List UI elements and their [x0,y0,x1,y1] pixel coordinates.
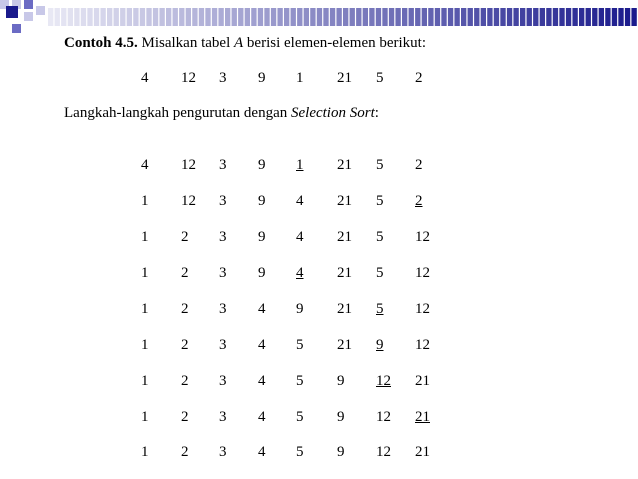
array-cell: 5 [376,229,384,245]
array-cell: 12 [376,373,391,389]
array-cell: 4 [141,157,149,173]
deco-strip-tile [376,8,381,26]
deco-strip-tile [199,8,204,26]
array-cell: 2 [181,337,189,353]
example-text-before: Misalkan tabel [137,35,234,51]
array-cell: 1 [296,157,304,173]
step-row [0,337,638,357]
deco-strip-tile [343,8,348,26]
steps-heading [64,105,379,122]
array-cell: 1 [141,444,149,460]
deco-strip-tile [297,8,302,26]
deco-strip-tile [507,8,512,26]
deco-strip-tile [317,8,322,26]
deco-strip-tile [271,8,276,26]
deco-strip-tile [527,8,532,26]
array-cell: 3 [219,373,227,389]
array-cell: 5 [376,265,384,281]
array-cell: 2 [181,409,189,425]
array-cell: 4 [296,193,304,209]
array-cell: 5 [296,444,304,460]
deco-strip-tile [120,8,125,26]
step-row [0,373,638,393]
array-cell: 21 [337,301,352,317]
array-cell: 12 [415,337,430,353]
array-cell: 9 [258,265,266,281]
array-cell: 2 [181,373,189,389]
array-cell: 12 [415,229,430,245]
deco-strip-tile [546,8,551,26]
deco-strip-tile [448,8,453,26]
deco-strip-tile [428,8,433,26]
deco-strip-tile [127,8,132,26]
array-cell: 21 [337,229,352,245]
deco-strip-tile [415,8,420,26]
example-variable: A [234,35,244,51]
array-cell: 9 [296,301,304,317]
deco-strip-tile [336,8,341,26]
step-row [0,444,638,464]
array-cell: 12 [376,444,391,460]
deco-strip-tile [500,8,505,26]
deco-strip-tile [291,8,296,26]
array-cell: 4 [258,337,266,353]
array-cell: 3 [219,193,227,209]
example-label: Contoh 4.5. [64,35,138,51]
deco-strip-tile [618,8,623,26]
deco-strip-tile [61,8,66,26]
array-cell: 2 [181,301,189,317]
step-row [0,301,638,321]
array-cell: 1 [141,193,149,209]
deco-strip-tile [159,8,164,26]
deco-strip-tile [264,8,269,26]
step-row [0,157,638,177]
array-cell: 4 [258,301,266,317]
deco-strip-tile [68,8,73,26]
array-cell: 2 [415,157,423,173]
deco-strip-tile [586,8,591,26]
deco-strip-tile [166,8,171,26]
deco-strip-tile [369,8,374,26]
deco-strip-tile [356,8,361,26]
deco-strip-tile [402,8,407,26]
array-cell: 12 [376,409,391,425]
deco-strip-tile [435,8,440,26]
deco-strip-tile [625,8,630,26]
array-cell: 1 [141,409,149,425]
step-row [0,229,638,249]
deco-strip-tile [409,8,414,26]
deco-strip-tile [218,8,223,26]
deco-strip-tile [205,8,210,26]
deco-strip-tile [363,8,368,26]
deco-strip-tile [258,8,263,26]
deco-strip-tile [225,8,230,26]
deco-strip-tile [559,8,564,26]
deco-strip-tile [114,8,119,26]
array-cell: 21 [415,444,430,460]
array-cell: 4 [141,70,149,86]
array-cell: 5 [376,70,384,86]
array-cell: 5 [376,301,384,317]
array-cell: 21 [337,337,352,353]
array-cell: 3 [219,301,227,317]
array-cell: 4 [258,444,266,460]
array-cell: 3 [219,70,227,86]
deco-strip-tile [441,8,446,26]
deco-strip-tile [599,8,604,26]
array-cell: 9 [337,373,345,389]
header-decoration [0,0,638,40]
deco-strip-tile [572,8,577,26]
array-cell: 21 [415,373,430,389]
deco-strip-tile [520,8,525,26]
deco-strip-tile [284,8,289,26]
deco-strip-tile [192,8,197,26]
deco-strip-tile [179,8,184,26]
deco-strip-tile [55,8,60,26]
array-cell: 1 [141,229,149,245]
array-cell: 4 [296,229,304,245]
deco-strip-tile [533,8,538,26]
deco-strip-tile [173,8,178,26]
deco-strip-tile [212,8,217,26]
example-heading [64,35,426,52]
deco-strip-tile [277,8,282,26]
deco-strip-tile [186,8,191,26]
array-cell: 2 [181,265,189,281]
initial-array-row [0,70,638,90]
deco-strip-tile [350,8,355,26]
deco-strip-tile [540,8,545,26]
deco-square [6,6,18,18]
steps-heading-italic: Selection Sort [291,105,375,121]
deco-strip-tile [238,8,243,26]
array-cell: 9 [258,193,266,209]
deco-strip-tile [94,8,99,26]
array-cell: 21 [415,409,430,425]
deco-strip-tile [304,8,309,26]
array-cell: 1 [296,70,304,86]
array-cell: 9 [376,337,384,353]
deco-square [24,12,33,21]
deco-strip-tile [422,8,427,26]
array-cell: 5 [296,337,304,353]
array-cell: 5 [296,409,304,425]
array-cell: 3 [219,409,227,425]
array-cell: 3 [219,444,227,460]
deco-strip-tile [310,8,315,26]
deco-strip-tile [87,8,92,26]
array-cell: 2 [181,229,189,245]
array-cell: 3 [219,337,227,353]
array-cell: 5 [296,373,304,389]
deco-strip-tile [74,8,79,26]
deco-strip-tile [251,8,256,26]
example-text-after: berisi elemen-elemen berikut: [243,35,427,51]
array-cell: 5 [376,193,384,209]
array-cell: 1 [141,337,149,353]
deco-strip-tile [133,8,138,26]
array-cell: 1 [141,373,149,389]
deco-strip-tile [468,8,473,26]
array-cell: 4 [258,373,266,389]
array-cell: 4 [296,265,304,281]
deco-strip-tile [631,8,636,26]
deco-strip-tile [592,8,597,26]
deco-square [24,0,33,9]
array-cell: 12 [415,265,430,281]
array-cell: 12 [181,157,196,173]
step-row [0,409,638,429]
deco-strip-tile [245,8,250,26]
array-cell: 21 [337,157,352,173]
steps-heading-text: Langkah-langkah pengurutan dengan [64,105,291,121]
deco-strip-tile [323,8,328,26]
deco-strip-tile [395,8,400,26]
step-row [0,265,638,285]
deco-strip-tile [140,8,145,26]
array-cell: 3 [219,229,227,245]
deco-strip-tile [153,8,158,26]
deco-strip-tile [612,8,617,26]
deco-strip-tile [107,8,112,26]
deco-strip-tile [487,8,492,26]
array-cell: 9 [258,70,266,86]
array-cell: 9 [337,409,345,425]
deco-strip-tile [389,8,394,26]
deco-strip-tile [232,8,237,26]
deco-strip-tile [566,8,571,26]
deco-strip-tile [81,8,86,26]
deco-strip-tile [330,8,335,26]
array-cell: 12 [181,70,196,86]
deco-square [36,6,45,15]
deco-strip-tile [454,8,459,26]
array-cell: 3 [219,157,227,173]
deco-strip-tile [481,8,486,26]
deco-strip-tile [382,8,387,26]
deco-square [12,24,21,33]
deco-strip-tile [100,8,105,26]
deco-strip-tile [605,8,610,26]
deco-strip-tile [553,8,558,26]
step-row [0,193,638,213]
deco-strip-tile [474,8,479,26]
array-cell: 2 [415,193,423,209]
deco-strip-tile [579,8,584,26]
deco-strip-tile [48,8,53,26]
deco-strip-tile [461,8,466,26]
array-cell: 21 [337,70,352,86]
array-cell: 9 [258,157,266,173]
deco-strip-tile [146,8,151,26]
array-cell: 2 [181,444,189,460]
array-cell: 3 [219,265,227,281]
array-cell: 2 [415,70,423,86]
array-cell: 5 [376,157,384,173]
array-cell: 1 [141,301,149,317]
array-cell: 4 [258,409,266,425]
steps-heading-suffix: : [374,105,379,121]
array-cell: 12 [415,301,430,317]
array-cell: 9 [337,444,345,460]
deco-strip-tile [494,8,499,26]
array-cell: 12 [181,193,196,209]
array-cell: 1 [141,265,149,281]
deco-strip-tile [513,8,518,26]
array-cell: 21 [337,193,352,209]
array-cell: 9 [258,229,266,245]
array-cell: 21 [337,265,352,281]
